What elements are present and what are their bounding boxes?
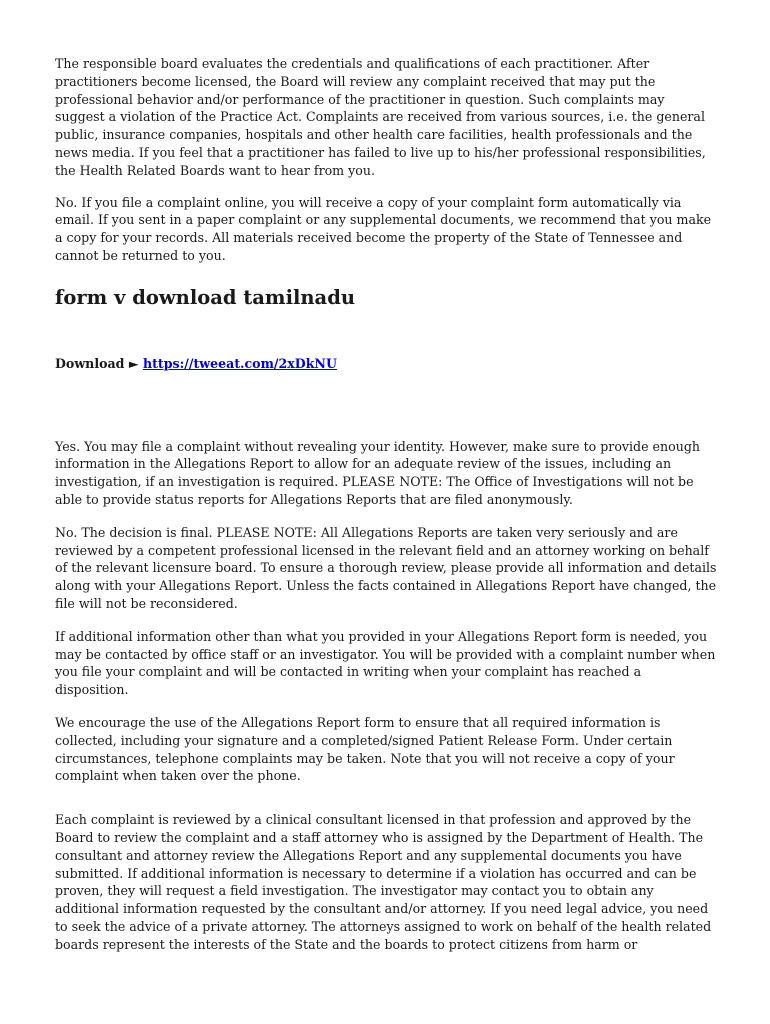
paragraph-complaint-review: Each complaint is reviewed by a clinical consultant licensed in that profession and approved by the Board to review the complaint and a staff attorney who is assigned by the Department of Health. The consultant and attorney review the Allegations Report and any supplemental documents you have submitted. If additional information is necessary to determine if a violation has occurred and can be proven, they will request a field investigation. The investigator may contact you to obtain any additional information requested by the consultant and/or attorney. If you need legal advice, you need to seek the advice of a private attorney. The attorneys assigned to work on behalf of the health related boards represent the interests of the State and the boards to protect citizens from harm or [55,812,712,952]
download-line [55,355,717,373]
paragraph-additional-information: If additional information other than what you provided in your Allegations Report form is needed, you may be contacted by office staff or an investigator. You will be provided with a complaint number when you file your complaint and will be contacted in writing when your complaint has reached a disposition. [55,628,716,698]
paragraph-decision-final: No. The decision is final. PLEASE NOTE: All Allegations Reports are taken very seriously and are reviewed by a competent professional licensed in the relevant field and an attorney working on behalf of the relevant licensure board. To ensure a thorough review, please provide all information and details along with your Allegations Report. Unless the facts contained in Allegations Report have changed, the file will not be reconsidered. [55,524,717,611]
paragraph-board-evaluation: The responsible board evaluates the credentials and qualifications of each practitioner. After practitioners become licensed, the Board will review any complaint received that may put the professional behavior and/or performance of the practitioner in question. Such complaints may suggest a violation of the Practice Act. Complaints are received from various sources, i.e. the general public, insurance companies, hospitals and other health care facilities, health professionals and the news media. If you feel that a practitioner has failed to live up to his/her professional responsibilities, the Health Related Boards want to hear from you. [55,56,706,178]
paragraph-complaint-copy: No. If you file a complaint online, you will receive a copy of your complaint form automatically via email. If you sent in a paper complaint or any supplemental documents, we recommend that you make a copy for your records. All materials received become the property of the State of Tennessee and cannot be returned to you. [55,194,712,263]
paragraph-anonymous-complaint: Yes. You may file a complaint without revealing your identity. However, make sure to provide enough information in the Allegations Report to allow for an adequate review of the issues, including an investigation, if an investigation is required. PLEASE NOTE: The Office of Investigations will not be able to provide status reports for Allegations Reports that are filed anonymously. [55,438,700,507]
page-heading: form v download tamilnadu [55,285,356,309]
download-label: Download ► [55,355,139,371]
download-link[interactable]: https://tweeat.com/2xDkNU [142,355,337,371]
paragraph-allegations-form: We encourage the use of the Allegations Report form to ensure that all required information is collected, including your signature and a completed/signed Patient Release Form. Under certain circumstances, telephone complaints may be taken. Note that you will not receive a copy of your complaint when taken over the phone. [55,714,675,784]
document-page [55,55,717,953]
